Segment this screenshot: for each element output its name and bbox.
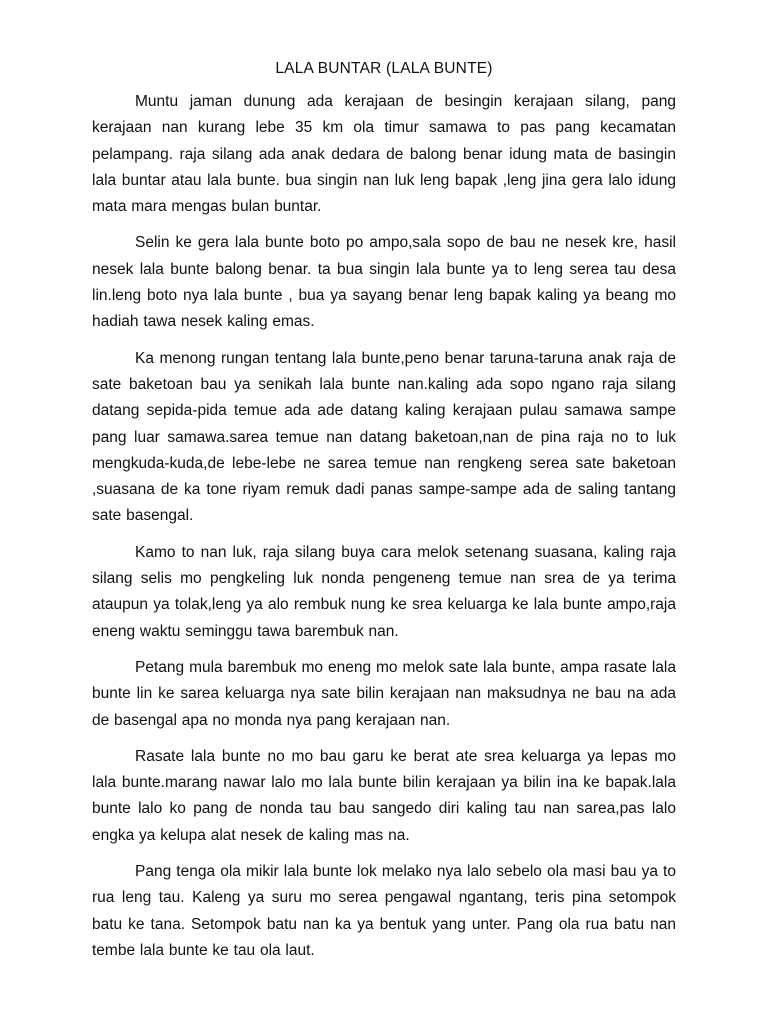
paragraph-7: Pang tenga ola mikir lala bunte lok melako nya lalo sebelo ola masi bau ya to rua leng tau. Kaleng ya suru mo serea pengawal ngantang, teris pina setompok batu ke tana. Setompok batu nan ka ya bentuk yang unter. Pang ola rua batu nan tembe lala bunte ke tau ola laut. bbox=[92, 863, 676, 959]
paragraph-3: Ka menong rungan tentang lala bunte,peno benar taruna-taruna anak raja de sate baketoan bau ya senikah lala bunte nan.kaling ada sopo ngano raja silang datang sepida-pida temue ada ade datang kaling kerajaan pulau samawa sampe pang luar samawa.sarea temue nan datang baketoan,nan de pina raja no to luk mengkuda-kuda,de lebe-lebe ne sarea temue nan rengkeng serea sate baketoan ,suasana de ka tone riyam remuk dadi panas sampe-sampe ada de saling tantang sate basengal. bbox=[92, 349, 676, 525]
paragraph-1: Muntu jaman dunung ada kerajaan de besingin kerajaan silang, pang kerajaan nan kurang lebe 35 km ola timur samawa to pas pang kecamatan pelampang. raja silang ada anak dedara de balong benar idung mata de basingin lala buntar atau lala bunte. bua singin nan luk leng bapak ,leng jina gera lalo idung mata mara mengas bulan buntar. bbox=[92, 93, 676, 216]
document-body bbox=[92, 89, 676, 959]
paragraph-5: Petang mula barembuk mo eneng mo melok sate lala bunte, ampa rasate lala bunte lin ke sarea keluarga nya sate bilin kerajaan nan maksudnya ne bau na ada de basengal apa no monda nya pang kerajaan nan. bbox=[92, 658, 676, 729]
paragraph-6: Rasate lala bunte no mo bau garu ke berat ate srea keluarga ya lepas mo lala bunte.marang nawar lalo mo lala bunte bilin kerajaan ya bilin ina ke bapak.lala bunte lalo ko pang de nonda tau bau sangedo diri kaling tau nan sarea,pas lalo engka ya kelupa alat nesek de kaling mas na. bbox=[92, 747, 676, 844]
document-title: LALA BUNTAR (LALA BUNTE) bbox=[275, 60, 493, 77]
paragraph-2: Selin ke gera lala bunte boto po ampo,sala sopo de bau ne nesek kre, hasil nesek lala bunte balong benar. ta bua singin lala bunte ya to leng serea tau desa lin.leng boto nya lala bunte , bua ya sayang benar leng bapak kaling ya beang mo hadiah tawa nesek kaling emas. bbox=[92, 234, 676, 331]
paragraph-4: Kamo to nan luk, raja silang buya cara melok setenang suasana, kaling raja silang selis mo pengkeling luk nonda pengeneng temue nan srea de ya terima ataupun ya tolak,leng ya alo rembuk nung ke srea keluarga ke lala bunte ampo,raja eneng waktu seminggu tawa barembuk nan. bbox=[92, 543, 676, 640]
